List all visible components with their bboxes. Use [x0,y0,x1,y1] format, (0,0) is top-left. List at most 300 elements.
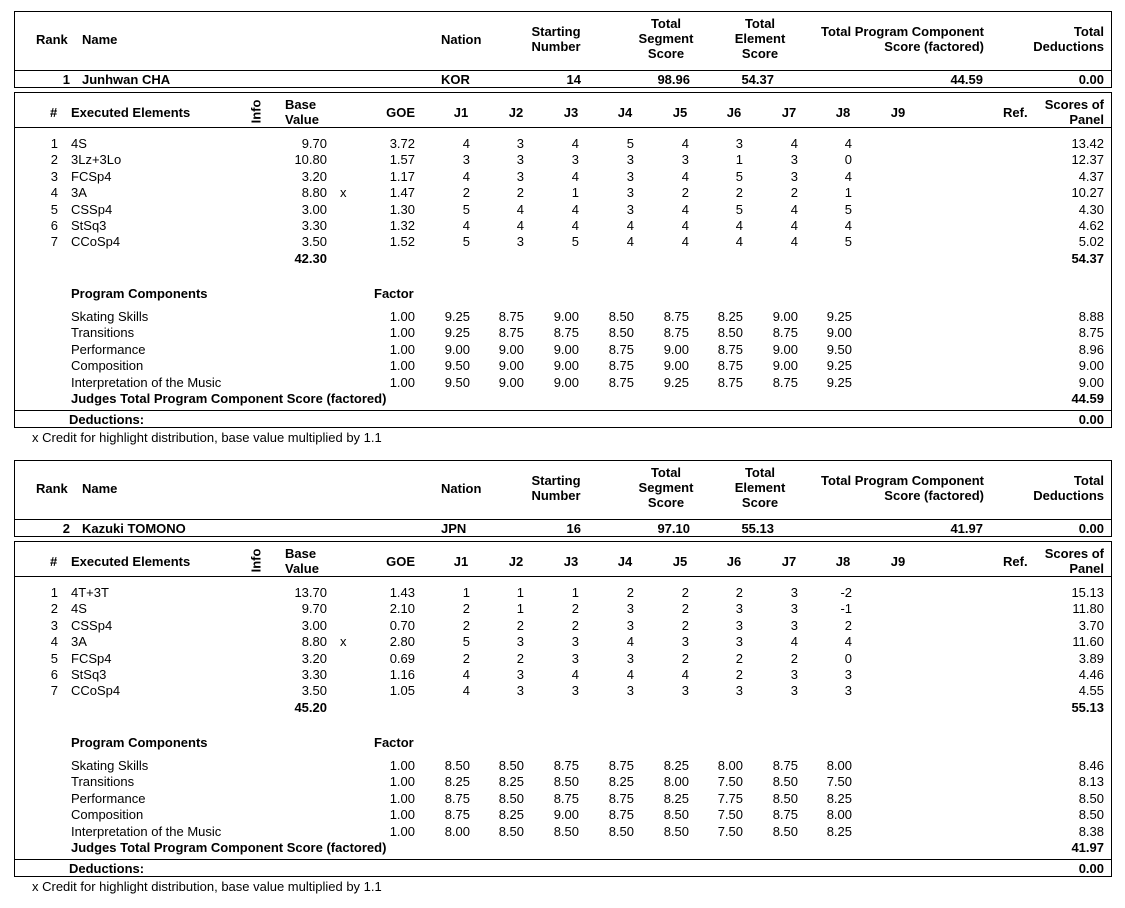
goe-value: 2.10 [389,601,415,616]
judge-score: 3 [626,169,634,184]
base-value: 9.70 [301,136,327,151]
judge-score: 3 [626,651,634,666]
component-judge-score: 9.00 [498,375,524,390]
panel-score: 4.62 [1078,218,1104,233]
judge-header-4: J4 [617,554,633,569]
judge-score: 4 [626,634,634,649]
goe-value: 1.52 [389,234,415,249]
component-judge-score: 9.00 [772,309,798,324]
panel-score: 3.70 [1078,618,1104,633]
nation-header: Nation [441,32,482,47]
footnote: x Credit for highlight distribution, base value multiplied by 1.1 [32,879,382,894]
panel-score: 4.30 [1078,202,1104,217]
judge-score: 3 [681,634,689,649]
judge-score: 2 [571,618,579,633]
component-judge-score: 8.50 [553,774,579,789]
component-judge-score: 7.50 [826,774,852,789]
judge-score: 4 [681,169,689,184]
goe-header: GOE [386,105,415,120]
component-judge-score: 9.00 [826,325,852,340]
judge-score: 3 [571,634,579,649]
skater-block [0,0,1125,450]
panel-score: 4.55 [1078,683,1104,698]
goe-value: 1.57 [389,152,415,167]
skater-name: Kazuki TOMONO [82,521,186,536]
judge-score: 4 [790,218,798,233]
judge-score: 2 [626,585,634,600]
starting-number-value: 14 [566,72,581,87]
skater-name: Junhwan CHA [82,72,171,87]
header-divider [14,70,1112,71]
component-judge-score: 8.75 [553,325,579,340]
program-components-header: Program Components [71,735,208,750]
goe-header: GOE [386,554,415,569]
base-value: 9.70 [301,601,327,616]
judge-header-8: J8 [835,554,851,569]
component-judge-score: 8.50 [717,325,743,340]
total-element-score-header: Total Element Score [734,465,786,510]
judge-score: 3 [626,202,634,217]
judge-score: 3 [516,169,524,184]
component-judge-score: 7.50 [717,807,743,822]
component-judge-score: 9.00 [553,309,579,324]
component-judge-score: 8.50 [608,309,634,324]
base-value: 3.00 [301,618,327,633]
elements-header-divider [14,576,1112,577]
panel-score: 3.89 [1078,651,1104,666]
judge-score: 4 [681,202,689,217]
base-value: 3.50 [301,234,327,249]
component-factor: 1.00 [389,309,415,324]
ref-header: Ref. [1003,105,1028,120]
component-judge-score: 9.25 [663,375,689,390]
info-flag: x [340,185,347,200]
judge-score: 4 [790,234,798,249]
judge-score: 3 [735,136,743,151]
component-judge-score: 8.25 [663,758,689,773]
judge-score: 5 [844,202,852,217]
component-name: Composition [71,807,144,822]
judge-score: 4 [790,634,798,649]
judge-header-5: J5 [672,554,688,569]
judge-score: 4 [571,218,579,233]
component-factor: 1.00 [389,791,415,806]
num-header: # [50,554,58,569]
element-number: 1 [50,136,58,151]
judge-header-6: J6 [726,554,742,569]
element-number: 5 [50,202,58,217]
goe-value: 1.43 [389,585,415,600]
base-value-header: Base Value [285,546,319,576]
judge-score: 2 [681,651,689,666]
judge-score: 2 [844,618,852,633]
judge-score: 3 [516,634,524,649]
judge-score: 3 [790,667,798,682]
rank-header: Rank [36,32,68,47]
judge-header-7: J7 [781,554,797,569]
component-score: 8.50 [1078,807,1104,822]
total-segment-score-header: Total Segment Score [638,16,694,61]
judge-score: 1 [571,585,579,600]
component-judge-score: 9.50 [444,375,470,390]
judge-score: 4 [462,667,470,682]
judge-score: 5 [462,234,470,249]
component-judge-score: 8.75 [608,791,634,806]
base-value: 3.50 [301,683,327,698]
scores-of-panel-header: Scores of Panel [1044,97,1104,127]
component-judge-score: 8.75 [772,807,798,822]
judge-score: 0 [844,651,852,666]
panel-score: 11.80 [1072,601,1104,616]
judge-header-1: J1 [453,554,469,569]
component-judge-score: 8.75 [553,758,579,773]
panel-score: 5.02 [1078,234,1104,249]
base-value: 3.30 [301,218,327,233]
component-judge-score: 9.00 [772,342,798,357]
judge-score: 5 [571,234,579,249]
element-number: 7 [50,683,58,698]
total-element-score-header: Total Element Score [734,16,786,61]
num-header: # [50,105,58,120]
judge-score: 1 [462,585,470,600]
tpcs-header: Total Program Component Score (factored) [821,24,984,54]
judge-header-2: J2 [508,554,524,569]
component-judge-score: 8.50 [772,791,798,806]
tpcs-header: Total Program Component Score (factored) [821,473,984,503]
goe-value: 1.05 [389,683,415,698]
base-value: 8.80 [301,634,327,649]
component-judge-score: 8.75 [608,375,634,390]
component-judge-score: 8.25 [826,791,852,806]
factor-header: Factor [374,286,414,301]
goe-value: 1.30 [389,202,415,217]
goe-value: 1.47 [389,185,415,200]
judge-score: 3 [516,234,524,249]
program-components-header: Program Components [71,286,208,301]
component-judge-score: 8.25 [444,774,470,789]
judge-score: 3 [790,683,798,698]
component-factor: 1.00 [389,774,415,789]
judge-score: 2 [681,185,689,200]
name-header: Name [82,32,118,47]
base-value: 10.80 [294,152,327,167]
component-judge-score: 8.75 [608,807,634,822]
component-judge-score: 9.00 [553,342,579,357]
judge-header-4: J4 [617,105,633,120]
component-judge-score: 9.25 [826,358,852,373]
component-judge-score: 8.00 [717,758,743,773]
judge-score: 3 [626,185,634,200]
starting-number-header: Starting Number [531,24,581,54]
judge-score: 4 [462,683,470,698]
component-judge-score: 8.50 [772,774,798,789]
component-name: Performance [71,791,146,806]
element-name: 4T+3T [71,585,109,600]
total-segment-score-header: Total Segment Score [638,465,694,510]
component-judge-score: 8.50 [663,807,689,822]
component-judge-score: 8.50 [444,758,470,773]
element-name: StSq3 [71,218,107,233]
judge-score: 3 [735,618,743,633]
component-judge-score: 8.50 [553,824,579,839]
base-value: 3.00 [301,202,327,217]
header-divider [14,519,1112,520]
judge-score: 4 [571,136,579,151]
judge-score: 4 [844,218,852,233]
name-header: Name [82,481,118,496]
component-judge-score: 8.75 [553,791,579,806]
judge-score: 3 [516,683,524,698]
goe-value: 3.72 [389,136,415,151]
goe-value: 0.70 [389,618,415,633]
judge-score: 4 [516,202,524,217]
judge-score: 4 [462,169,470,184]
judge-score: 3 [735,601,743,616]
judge-score: 5 [462,202,470,217]
judge-score: 3 [844,667,852,682]
total-element-score-value: 55.13 [741,521,774,536]
component-judge-score: 8.50 [772,824,798,839]
ref-header: Ref. [1003,554,1028,569]
judge-score: 3 [462,152,470,167]
component-factor: 1.00 [389,375,415,390]
component-judge-score: 8.75 [663,325,689,340]
judge-score: 4 [462,136,470,151]
component-judge-score: 8.50 [663,824,689,839]
judge-score: 1 [516,601,524,616]
base-value: 8.80 [301,185,327,200]
judge-score: 4 [681,234,689,249]
judge-score: 3 [626,152,634,167]
total-element-score-value: 54.37 [741,72,774,87]
judge-score: 2 [790,185,798,200]
component-judge-score: 9.00 [498,342,524,357]
component-judge-score: 9.00 [663,358,689,373]
judge-score: 4 [681,136,689,151]
component-judge-score: 8.75 [498,309,524,324]
component-score: 8.88 [1078,309,1104,324]
judge-score: 1 [735,152,743,167]
element-name: 3A [71,185,87,200]
base-value: 13.70 [294,585,327,600]
component-judge-score: 8.25 [498,774,524,789]
judge-score: 4 [626,218,634,233]
judge-score: 4 [844,169,852,184]
judge-score: 3 [790,618,798,633]
base-value: 3.20 [301,651,327,666]
judge-score: 3 [516,136,524,151]
component-judge-score: 8.00 [444,824,470,839]
judge-score: 2 [462,651,470,666]
info-header: Info [248,99,264,124]
judge-header-9: J9 [890,554,906,569]
panel-score: 10.27 [1071,185,1104,200]
judge-score: 1 [571,185,579,200]
elements-total: 54.37 [1071,251,1104,266]
component-name: Skating Skills [71,758,149,773]
goe-value: 1.32 [389,218,415,233]
base-value-total: 42.30 [294,251,327,266]
component-judge-score: 9.50 [826,342,852,357]
skater-block [0,449,1125,899]
judge-score: 3 [735,683,743,698]
component-factor: 1.00 [389,358,415,373]
judge-score: 2 [735,667,743,682]
component-judge-score: 9.00 [498,358,524,373]
judge-header-2: J2 [508,105,524,120]
judge-score: 4 [626,667,634,682]
component-judge-score: 9.00 [553,358,579,373]
component-judge-score: 8.75 [663,309,689,324]
judge-score: 4 [790,202,798,217]
element-name: CCoSp4 [71,234,121,249]
judge-score: 4 [735,218,743,233]
nation-header: Nation [441,481,482,496]
judge-score: 4 [462,218,470,233]
component-name: Transitions [71,774,135,789]
element-number: 5 [50,651,58,666]
component-judge-score: 8.75 [772,758,798,773]
judge-score: 2 [735,585,743,600]
judge-score: 4 [571,169,579,184]
judge-score: 4 [681,218,689,233]
total-deductions-header: Total Deductions [1033,24,1104,54]
component-judge-score: 8.75 [444,807,470,822]
component-judge-score: 8.00 [826,758,852,773]
component-factor: 1.00 [389,807,415,822]
deductions-box [14,410,1112,428]
component-judge-score: 9.25 [444,309,470,324]
judge-score: 5 [735,169,743,184]
judge-score: 2 [681,601,689,616]
judge-score: 5 [462,634,470,649]
judge-header-6: J6 [726,105,742,120]
starting-number-header: Starting Number [531,473,581,503]
deductions-box [14,859,1112,877]
element-number: 4 [50,634,58,649]
component-score: 9.00 [1078,358,1104,373]
element-name: 4S [71,136,87,151]
judge-score: 3 [626,618,634,633]
judge-score: 2 [735,185,743,200]
executed-elements-header: Executed Elements [71,105,191,120]
judge-score: 2 [462,601,470,616]
element-name: FCSp4 [71,169,112,184]
judge-score: 3 [681,683,689,698]
judge-header-8: J8 [835,105,851,120]
base-value-total: 45.20 [294,700,327,715]
element-number: 4 [50,185,58,200]
judge-score: 3 [790,169,798,184]
judge-score: 0 [844,152,852,167]
pc-total-value: 44.59 [1071,391,1104,406]
element-number: 2 [50,152,58,167]
component-judge-score: 8.25 [663,791,689,806]
component-factor: 1.00 [389,325,415,340]
judge-score: 3 [626,683,634,698]
element-name: CCoSp4 [71,683,121,698]
element-name: StSq3 [71,667,107,682]
deductions-value: 0.00 [1078,861,1104,876]
component-judge-score: 9.50 [444,358,470,373]
info-flag: x [340,634,347,649]
judge-score: 3 [516,152,524,167]
element-name: 3Lz+3Lo [71,152,122,167]
element-name: CSSp4 [71,618,113,633]
component-name: Interpretation of the Music [71,375,222,390]
component-judge-score: 8.50 [498,791,524,806]
judge-score: 5 [626,136,634,151]
element-number: 6 [50,218,58,233]
element-name: 4S [71,601,87,616]
component-judge-score: 8.75 [772,375,798,390]
judge-score: 2 [462,185,470,200]
component-name: Performance [71,342,146,357]
judges-total-label: Judges Total Program Component Score (factored) [71,391,387,406]
component-score: 8.96 [1078,342,1104,357]
component-judge-score: 9.25 [826,309,852,324]
panel-score: 4.37 [1078,169,1104,184]
judge-header-3: J3 [563,105,579,120]
info-header: Info [248,548,264,573]
component-judge-score: 8.25 [608,774,634,789]
panel-score: 4.46 [1078,667,1104,682]
judge-header-3: J3 [563,554,579,569]
component-score: 9.00 [1078,375,1104,390]
component-name: Interpretation of the Music [71,824,222,839]
judge-score: 3 [571,651,579,666]
judge-score: 2 [571,601,579,616]
judge-score: 1 [844,185,852,200]
judge-score: 2 [790,651,798,666]
judge-score: 3 [790,601,798,616]
judge-score: 4 [681,667,689,682]
starting-number-value: 16 [566,521,581,536]
component-judge-score: 9.25 [826,375,852,390]
judge-score: 3 [844,683,852,698]
executed-elements-header: Executed Elements [71,554,191,569]
component-name: Transitions [71,325,135,340]
judge-score: 4 [735,234,743,249]
factor-header: Factor [374,735,414,750]
elements-header-divider [14,127,1112,128]
element-number: 6 [50,667,58,682]
judge-score: 2 [462,618,470,633]
component-judge-score: 8.00 [663,774,689,789]
judge-score: 4 [626,234,634,249]
component-judge-score: 8.75 [717,375,743,390]
component-judge-score: 8.75 [772,325,798,340]
component-judge-score: 7.50 [717,774,743,789]
judge-score: 4 [844,136,852,151]
judge-score: -2 [840,585,852,600]
goe-value: 2.80 [389,634,415,649]
judge-header-1: J1 [453,105,469,120]
judge-score: 3 [571,152,579,167]
component-judge-score: 9.00 [444,342,470,357]
component-judge-score: 8.75 [608,758,634,773]
judge-score: 1 [516,585,524,600]
component-score: 8.75 [1078,325,1104,340]
elements-total: 55.13 [1071,700,1104,715]
judge-header-9: J9 [890,105,906,120]
judge-score: 4 [571,667,579,682]
goe-value: 0.69 [389,651,415,666]
component-judge-score: 8.50 [608,325,634,340]
rank-value: 2 [62,521,70,536]
deductions-label: Deductions: [69,412,145,427]
component-factor: 1.00 [389,824,415,839]
